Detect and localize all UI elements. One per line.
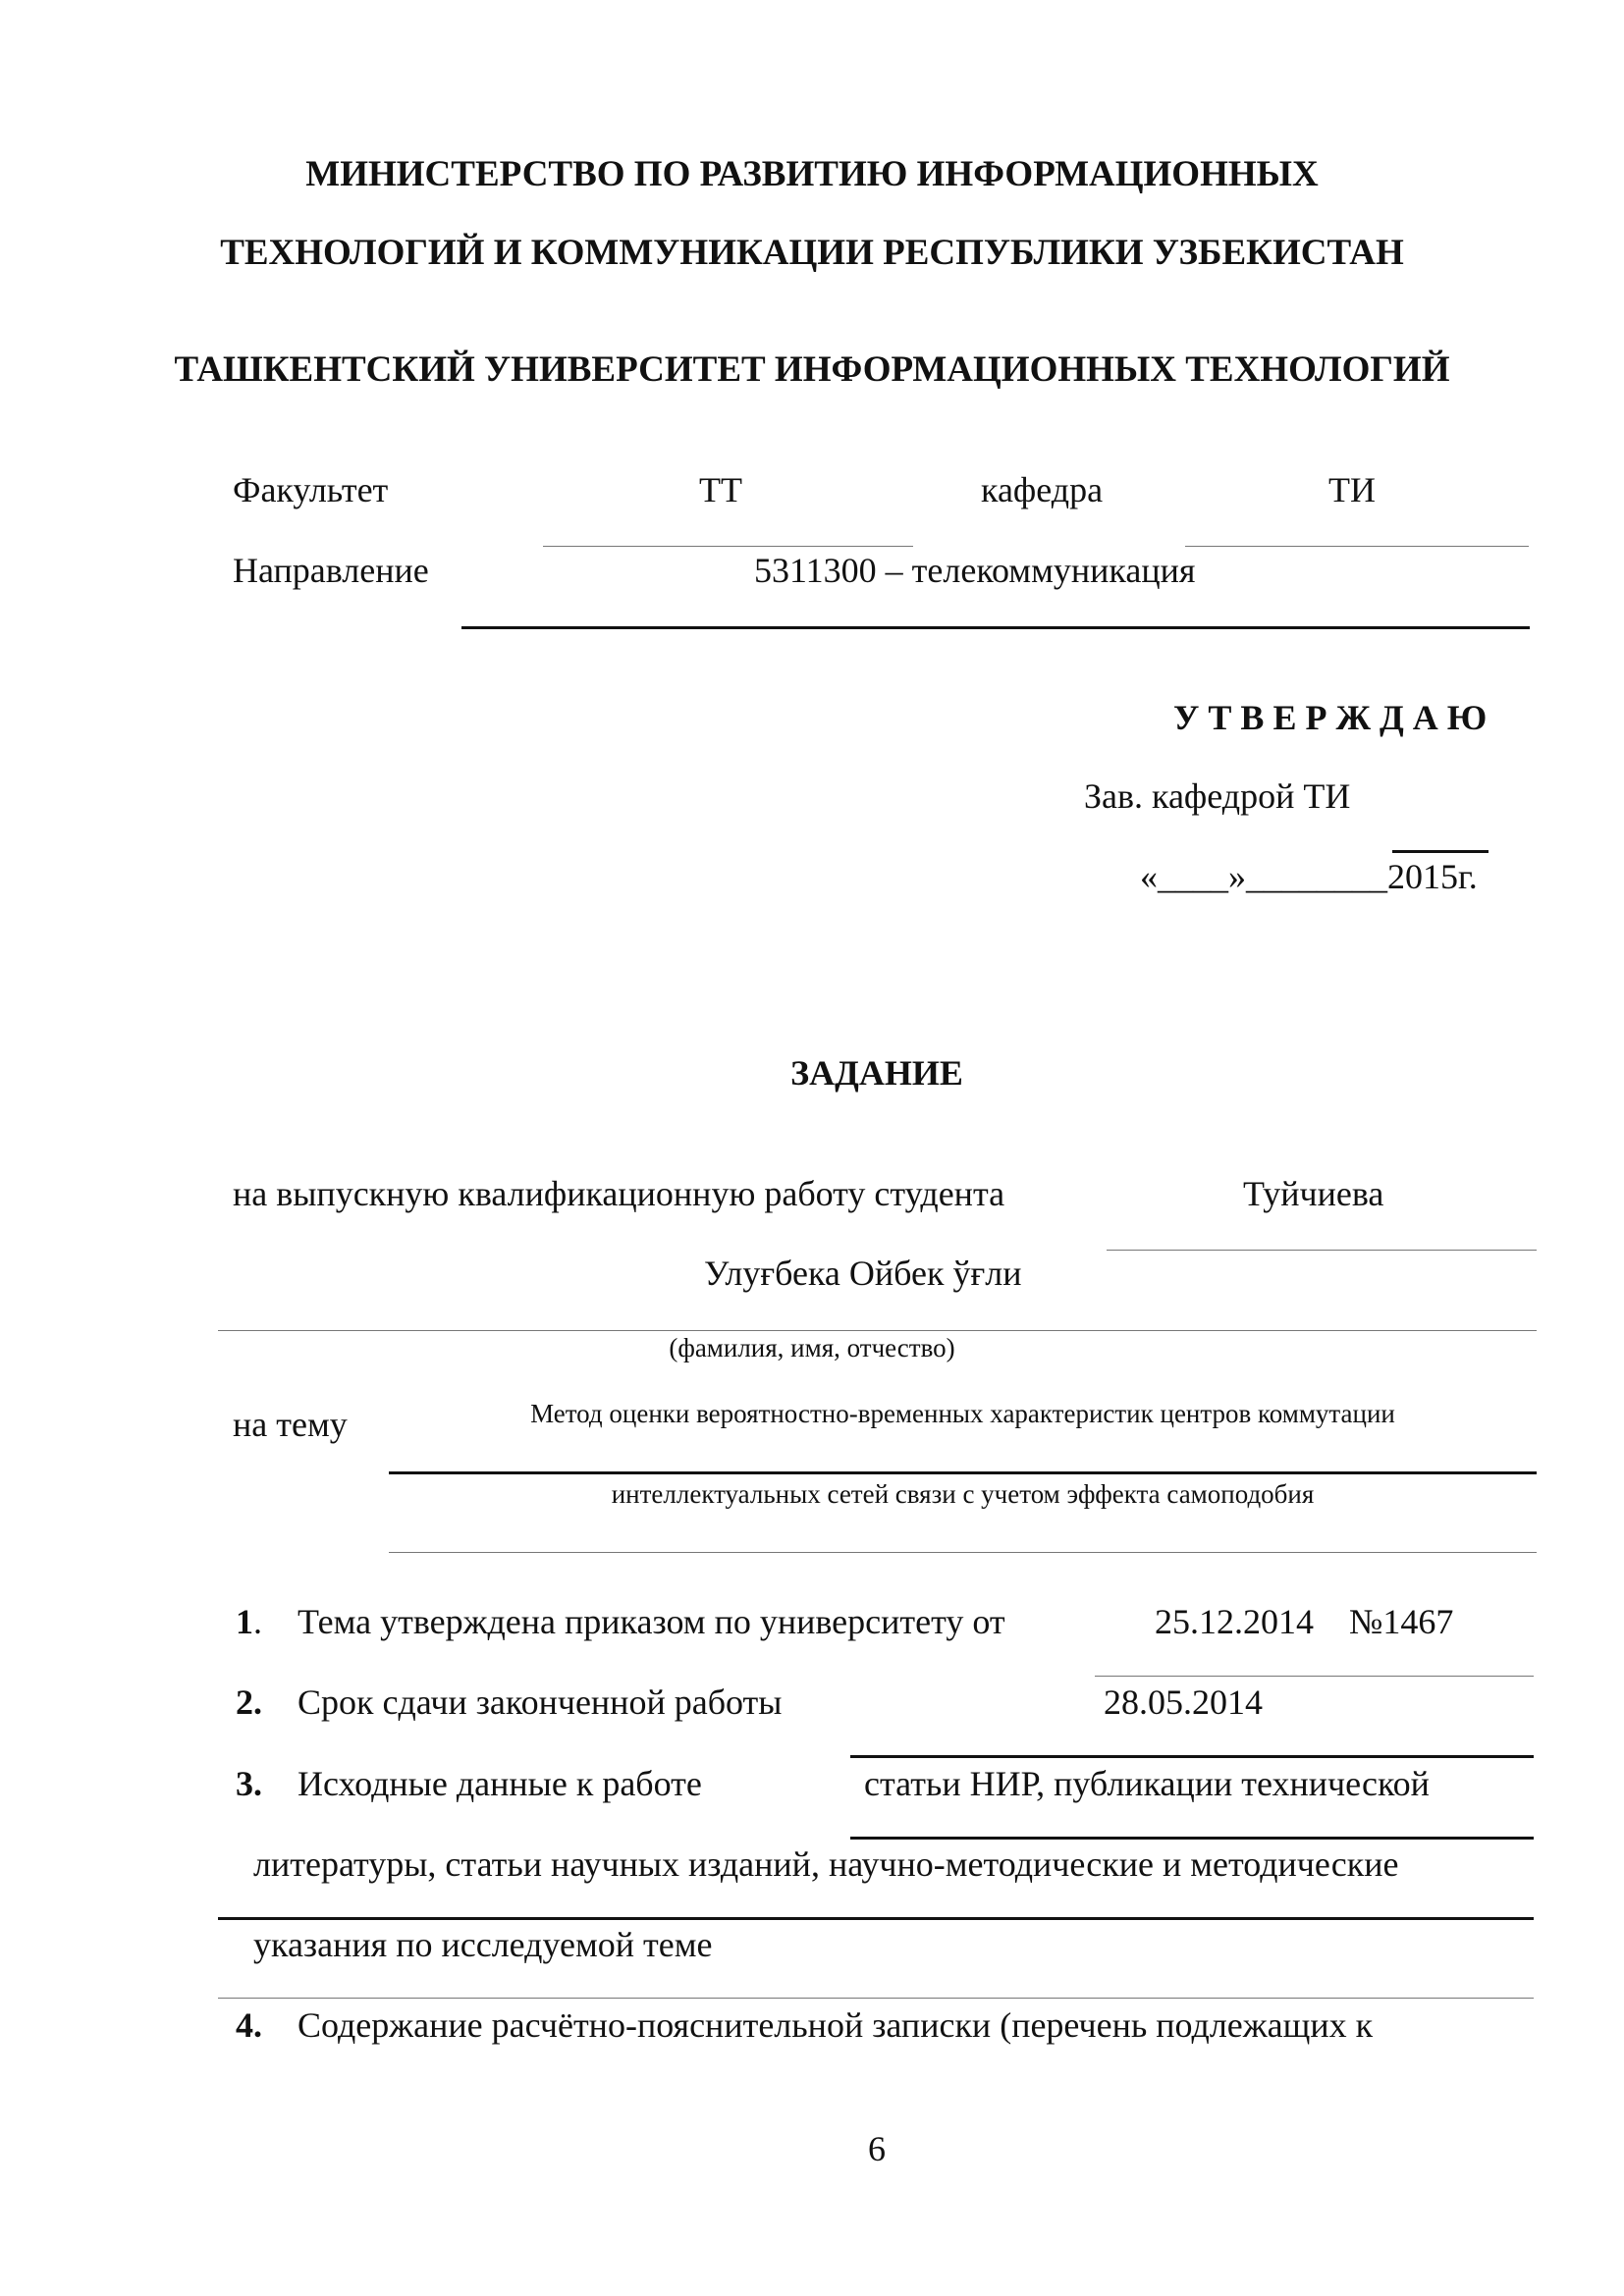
item-2-number: 2.: [236, 1682, 262, 1722]
department-underline: [1185, 546, 1529, 547]
name-caption: (фамилия, имя, отчество): [669, 1333, 955, 1362]
topic-line2: интеллектуальных сетей связи с учетом эффекта самоподобия: [611, 1479, 1315, 1509]
topic-line1: Метод оценки вероятностно-временных характеристик центров коммутации: [530, 1399, 1395, 1428]
item-1-value: 25.12.2014 №1467: [1155, 1602, 1454, 1641]
direction-label: Направление: [233, 551, 429, 590]
item-3-underline: [850, 1837, 1534, 1840]
item-3-underline-2: [218, 1917, 1534, 1920]
item-2-value: 28.05.2014: [1104, 1682, 1263, 1722]
faculty-label: Факультет: [233, 470, 389, 509]
approval-title: У Т В Е Р Ж Д А Ю: [1173, 698, 1488, 737]
item-1-underline: [1095, 1676, 1534, 1677]
page-number: 6: [868, 2129, 886, 2168]
item-3-underline-3: [218, 1998, 1534, 1999]
approval-date: «____»________2015г.: [1140, 857, 1478, 896]
student-surname: Туйчиева: [1243, 1174, 1384, 1213]
department-label: кафедра: [981, 470, 1104, 509]
task-intro: на выпускную квалификационную работу студента: [233, 1174, 1005, 1213]
item-4-text: Содержание расчётно-пояснительной записки (перечень подлежащих к: [298, 2005, 1374, 2045]
item-3-number: 3.: [236, 1764, 262, 1803]
direction-value: 5311300 – телекоммуникация: [754, 551, 1196, 590]
item-1-text: Тема утверждена приказом по университету от: [298, 1602, 1005, 1641]
item-3-value: статьи НИР, публикации технической: [864, 1764, 1430, 1803]
topic-label: на тему: [233, 1405, 348, 1444]
item-3-text: Исходные данные к работе: [298, 1764, 702, 1803]
approval-head: Зав. кафедрой ТИ: [1084, 776, 1351, 816]
direction-underline: [461, 626, 1530, 629]
university-title: ТАШКЕНТСКИЙ УНИВЕРСИТЕТ ИНФОРМАЦИОННЫХ ТЕХНОЛОГИЙ: [174, 349, 1450, 390]
topic-underline2: [389, 1552, 1537, 1553]
item-3-continuation-2: указания по исследуемой теме: [253, 1925, 713, 1964]
department-value: ТИ: [1328, 470, 1376, 509]
faculty-underline: [543, 546, 913, 547]
signature-line: [1392, 850, 1489, 853]
task-title: ЗАДАНИЕ: [790, 1053, 963, 1093]
ministry-title-line2: ТЕХНОЛОГИЙ И КОММУНИКАЦИИ РЕСПУБЛИКИ УЗБЕКИСТАН: [220, 233, 1404, 273]
item-4-number: 4.: [236, 2005, 262, 2045]
item-3-continuation-1: литературы, статьи научных изданий, научно-методические и методические: [253, 1844, 1399, 1884]
name-underline: [218, 1330, 1537, 1331]
item-2-underline: [850, 1755, 1534, 1758]
ministry-title-line1: МИНИСТЕРСТВО ПО РАЗВИТИЮ ИНФОРМАЦИОННЫХ: [305, 154, 1319, 194]
surname-underline: [1107, 1250, 1537, 1251]
faculty-value: ТТ: [699, 470, 742, 509]
student-name: Улуғбека Ойбек ўғли: [704, 1254, 1022, 1293]
item-1-number: 1.: [236, 1602, 262, 1641]
item-2-text: Срок сдачи законченной работы: [298, 1682, 783, 1722]
topic-underline1: [389, 1471, 1537, 1474]
